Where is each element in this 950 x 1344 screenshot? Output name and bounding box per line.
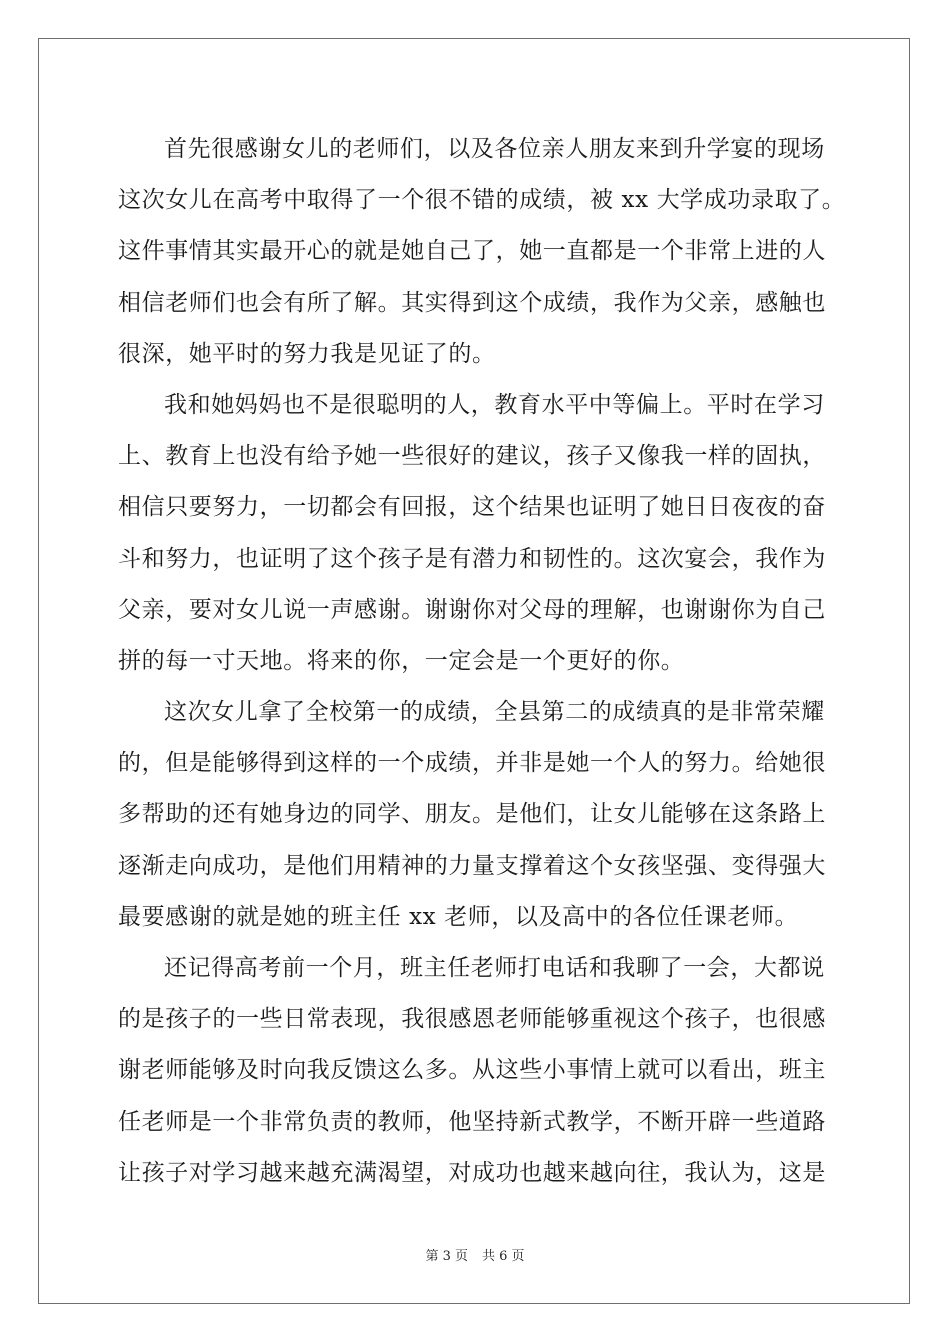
text-line: 任老师是一个非常负责的教师，他坚持新式教学，不断开辟一些道路	[118, 1108, 826, 1135]
text-line: 相信老师们也会有所了解。其实得到这个成绩，我作为父亲，感触也	[118, 289, 826, 316]
page-number: 第 3 页	[425, 1249, 468, 1264]
text-line: 的，但是能够得到这样的一个成绩，并非是她一个人的努力。给她很	[118, 750, 826, 777]
text-line: 这次女儿拿了全校第一的成绩，全县第二的成绩真的是非常荣耀	[164, 699, 825, 726]
text-line: 拼的每一寸天地。将来的你，一定会是一个更好的你。	[118, 647, 685, 674]
text-line: 逐渐走向成功，是他们用精神的力量支撑着这个女孩坚强、变得强大	[118, 852, 826, 879]
text-line: 很深，她平时的努力我是见证了的。	[118, 340, 496, 367]
text-line: 让孩子对学习越来越充满渴望，对成功也越来越向往，我认为，这是	[118, 1159, 826, 1186]
text-line: 的是孩子的一些日常表现，我很感恩老师能够重视这个孩子，也很感	[118, 1006, 826, 1033]
text-line: 斗和努力，也证明了这个孩子是有潜力和韧性的。这次宴会，我作为	[118, 545, 826, 572]
text-line: 这件事情其实最开心的就是她自己了，她一直都是一个非常上进的人	[118, 238, 826, 265]
text-line: 还记得高考前一个月，班主任老师打电话和我聊了一会，大都说	[164, 955, 825, 981]
page-footer	[0, 1245, 950, 1264]
text-line: 父亲，要对女儿说一声感谢。谢谢你对父母的理解，也谢谢你为自己	[118, 596, 826, 623]
text-line: 我和她妈妈也不是很聪明的人，教育水平中等偏上。平时在学习	[164, 391, 825, 418]
text-line: 谢老师能够及时向我反馈这么多。从这些小事情上就可以看出，班主	[118, 1057, 826, 1084]
text-line: 最要感谢的就是她的班主任 xx 老师，以及高中的各位任课老师。	[118, 903, 799, 930]
total-pages: 共 6 页	[482, 1249, 525, 1264]
text-line: 相信只要努力，一切都会有回报，这个结果也证明了她日日夜夜的奋	[118, 494, 826, 521]
text-line: 首先很感谢女儿的老师们，以及各位亲人朋友来到升学宴的现场	[164, 136, 825, 162]
text-line: 上、教育上也没有给予她一些很好的建议，孩子又像我一样的固执，	[118, 443, 826, 470]
text-line: 这次女儿在高考中取得了一个很不错的成绩，被 xx 大学成功录取了。	[118, 187, 846, 214]
text-line: 多帮助的还有她身边的同学、朋友。是他们，让女儿能够在这条路上	[118, 801, 826, 828]
document-body	[118, 124, 848, 1199]
